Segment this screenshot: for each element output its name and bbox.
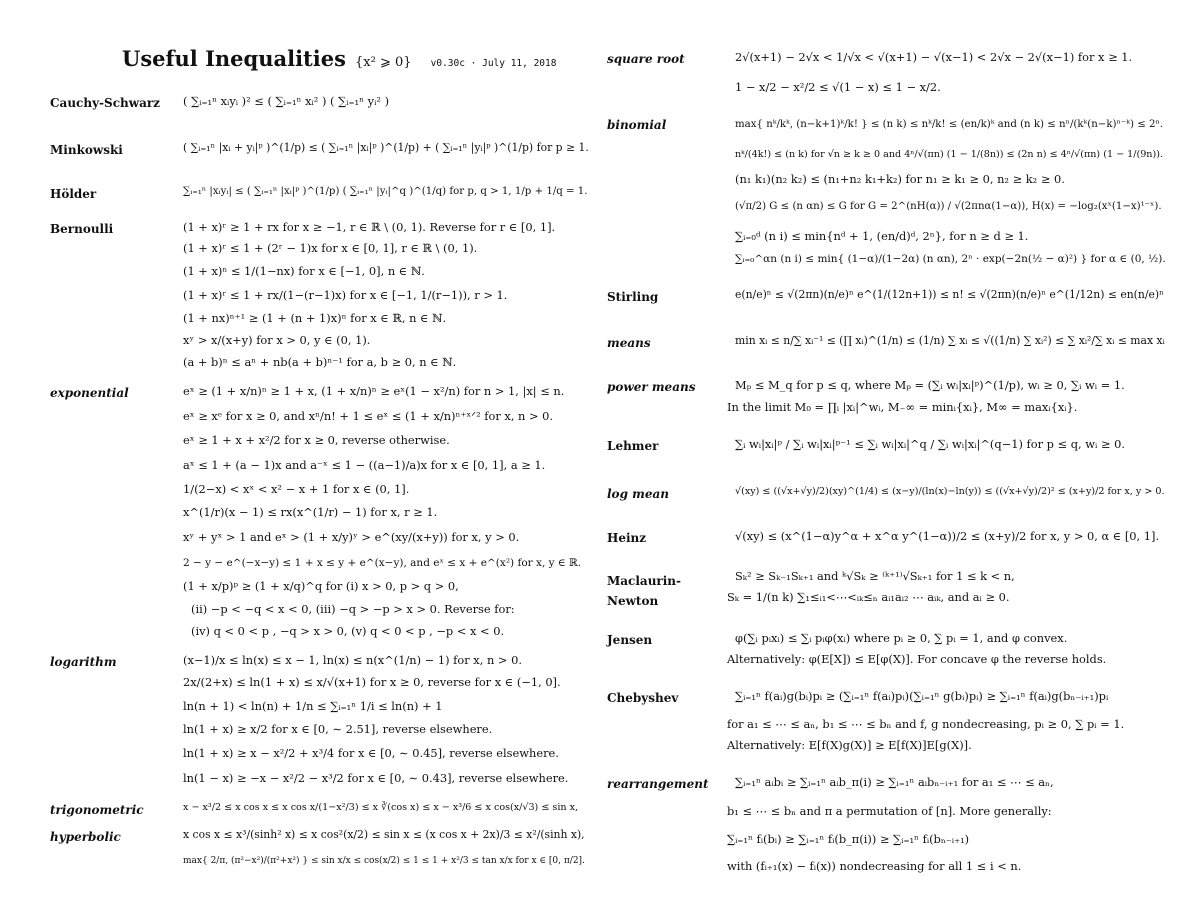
- formula-line: 1 − x/2 − x²/2 ≤ √(1 − x) ≤ 1 − x/2.: [735, 80, 941, 94]
- section-label: square root: [607, 52, 685, 66]
- section-label: Stirling: [607, 290, 659, 304]
- formula-line: Alternatively: φ(E[X]) ≤ E[φ(X)]. For concave φ the reverse holds.: [727, 652, 1107, 666]
- formula-line: ln(1 + x) ≥ x − x²/2 + x³/4 for x ∈ [0, ∼ 0.45], reverse elsewhere.: [183, 746, 559, 760]
- section-label: Cauchy-Schwarz: [50, 96, 160, 110]
- formula-line: xʸ > x/(x+y) for x > 0, y ∈ (0, 1).: [183, 333, 371, 347]
- formula-line: b₁ ≤ ⋯ ≤ bₙ and π a permutation of [n]. More generally:: [727, 804, 1052, 818]
- formula-line: (1 + x)ⁿ ≤ 1/(1−nx) for x ∈ [−1, 0], n ∈ ℕ.: [183, 264, 425, 278]
- section-label: hyperbolic: [50, 830, 121, 844]
- page-header: [122, 46, 556, 71]
- formula-line: 2x/(2+x) ≤ ln(1 + x) ≤ x/√(x+1) for x ≥ 0, reverse for x ∈ (−1, 0].: [183, 675, 561, 689]
- formula-line: ∑ᵢ₌₁ⁿ fᵢ(bᵢ) ≥ ∑ᵢ₌₁ⁿ fᵢ(b_π(i)) ≥ ∑ᵢ₌₁ⁿ fᵢ(bₙ₋ᵢ₊₁): [727, 832, 970, 846]
- formula-line: ln(n + 1) < ln(n) + 1/n ≤ ∑ᵢ₌₁ⁿ 1/i ≤ ln(n) + 1: [183, 699, 443, 713]
- formula-line: x cos x ≤ x³/(sinh² x) ≤ x cos²(x/2) ≤ sin x ≤ (x cos x + 2x)/3 ≤ x²/(sinh x),: [183, 828, 585, 841]
- formula-line: for a₁ ≤ ⋯ ≤ aₙ, b₁ ≤ ⋯ ≤ bₙ and f, g nondecreasing, pᵢ ≥ 0, ∑ pᵢ = 1.: [727, 717, 1125, 731]
- formula-line: x − x³/2 ≤ x cos x ≤ x cos x/(1−x²/3) ≤ x ∛(cos x) ≤ x − x³/6 ≤ x cos(x/√3) ≤ sin x,: [183, 802, 579, 813]
- formula-line: ln(1 − x) ≥ −x − x²/2 − x³/2 for x ∈ [0, ∼ 0.43], reverse elsewhere.: [183, 771, 569, 785]
- section-label: Heinz: [607, 531, 647, 545]
- formula-line: (√π/2) G ≤ (n αn) ≤ G for G = 2^(nH(α)) / √(2πnα(1−α)), H(x) = −log₂(xˣ(1−x)¹⁻ˣ).: [735, 201, 1162, 212]
- formula-line: ( ∑ᵢ₌₁ⁿ |xᵢ + yᵢ|ᵖ )^(1/p) ≤ ( ∑ᵢ₌₁ⁿ |xᵢ|ᵖ )^(1/p) + ( ∑ᵢ₌₁ⁿ |yᵢ|ᵖ )^(1/p) for p ≥ 1.: [183, 141, 589, 154]
- formula-line: max{ nᵏ/kᵏ, (n−k+1)ᵏ/k! } ≤ (n k) ≤ nᵏ/k! ≤ (en/k)ᵏ and (n k) ≤ nⁿ/(kᵏ(n−k)ⁿ⁻ᵏ) ≤ 2ⁿ.: [735, 119, 1164, 130]
- formula-line: (1 + x)ʳ ≥ 1 + rx for x ≥ −1, r ∈ ℝ \ (0, 1). Reverse for r ∈ [0, 1].: [183, 220, 556, 234]
- section-label: Hölder: [50, 187, 97, 201]
- formula-line: 2 − y − e^(−x−y) ≤ 1 + x ≤ y + e^(x−y), and eˣ ≤ x + e^(x²) for x, y ∈ ℝ.: [183, 557, 582, 569]
- section-label: Lehmer: [607, 439, 659, 453]
- formula-line: with (fᵢ₊₁(x) − fᵢ(x)) nondecreasing for all 1 ≤ i < n.: [727, 859, 1022, 873]
- section-label: Bernoulli: [50, 222, 114, 236]
- formula-line: Mₚ ≤ M_q for p ≤ q, where Mₚ = (∑ᵢ wᵢ|xᵢ|ᵖ)^(1/p), wᵢ ≥ 0, ∑ᵢ wᵢ = 1.: [735, 378, 1125, 392]
- formula-line: (1 + x)ʳ ≤ 1 + rx/(1−(r−1)x) for x ∈ [−1, 1/(r−1)), r > 1.: [183, 288, 508, 302]
- formula-line: ∑ᵢ wᵢ|xᵢ|ᵖ / ∑ᵢ wᵢ|xᵢ|ᵖ⁻¹ ≤ ∑ᵢ wᵢ|xᵢ|^q / ∑ᵢ wᵢ|xᵢ|^(q−1) for p ≤ q, wᵢ ≥ 0.: [735, 437, 1125, 451]
- formula-line: (iv) q < 0 < p , −q > x > 0, (v) q < 0 < p , −p < x < 0.: [191, 624, 505, 638]
- formula-line: eˣ ≥ xᵉ for x ≥ 0, and xⁿ/n! + 1 ≤ eˣ ≤ (1 + x/n)ⁿ⁺ˣᐟ² for x, n > 0.: [183, 409, 554, 423]
- formula-line: eˣ ≥ 1 + x + x²/2 for x ≥ 0, reverse otherwise.: [183, 433, 450, 447]
- page-title: Useful Inequalities: [122, 46, 346, 71]
- section-label: means: [607, 336, 651, 350]
- formula-line: e(n/e)ⁿ ≤ √(2πn)(n/e)ⁿ e^(1/(12n+1)) ≤ n! ≤ √(2πn)(n/e)ⁿ e^(1/12n) ≤ en(n/e)ⁿ: [735, 288, 1164, 301]
- formula-line: ( ∑ᵢ₌₁ⁿ xᵢyᵢ )² ≤ ( ∑ᵢ₌₁ⁿ xᵢ² ) ( ∑ᵢ₌₁ⁿ yᵢ² ): [183, 94, 390, 108]
- section-label: Minkowski: [50, 143, 123, 157]
- formula-line: (n₁ k₁)(n₂ k₂) ≤ (n₁+n₂ k₁+k₂) for n₁ ≥ k₁ ≥ 0, n₂ ≥ k₂ ≥ 0.: [735, 172, 1065, 186]
- formula-line: 1/(2−x) < xˣ < x² − x + 1 for x ∈ (0, 1].: [183, 482, 410, 496]
- formula-line: φ(∑ᵢ pᵢxᵢ) ≤ ∑ᵢ pᵢφ(xᵢ) where pᵢ ≥ 0, ∑ pᵢ = 1, and φ convex.: [735, 631, 1068, 645]
- title-math: {x² ⩾ 0}: [355, 55, 412, 70]
- section-label: Chebyshev: [607, 691, 679, 705]
- formula-line: 2√(x+1) − 2√x < 1/√x < √(x+1) − √(x−1) < 2√x − 2√(x−1) for x ≥ 1.: [735, 50, 1133, 64]
- formula-line: (1 + nx)ⁿ⁺¹ ≥ (1 + (n + 1)x)ⁿ for x ∈ ℝ, n ∈ ℕ.: [183, 311, 447, 325]
- formula-line: (1 + x)ʳ ≤ 1 + (2ʳ − 1)x for x ∈ [0, 1], r ∈ ℝ \ (0, 1).: [183, 241, 478, 255]
- formula-line: max{ 2/π, (π²−x²)/(π²+x²) } ≤ sin x/x ≤ cos(x/2) ≤ 1 ≤ 1 + x²/3 ≤ tan x/x for x ∈ [0, π/2].: [183, 856, 585, 866]
- section-label: logarithm: [50, 655, 117, 669]
- formula-line: x^(1/r)(x − 1) ≤ rx(x^(1/r) − 1) for x, r ≥ 1.: [183, 505, 438, 519]
- formula-line: Alternatively: E[f(X)g(X)] ≥ E[f(X)]E[g(X)].: [727, 738, 972, 752]
- formula-line: ∑ᵢ₌₁ⁿ aᵢbᵢ ≥ ∑ᵢ₌₁ⁿ aᵢb_π(i) ≥ ∑ᵢ₌₁ⁿ aᵢbₙ₋ᵢ₊₁ for a₁ ≤ ⋯ ≤ aₙ,: [735, 775, 1054, 789]
- section-label: power means: [607, 380, 696, 394]
- formula-line: (a + b)ⁿ ≤ aⁿ + nb(a + b)ⁿ⁻¹ for a, b ≥ 0, n ∈ ℕ.: [183, 355, 457, 369]
- formula-line: √(xy) ≤ (x^(1−α)y^α + x^α y^(1−α))/2 ≤ (x+y)/2 for x, y > 0, α ∈ [0, 1].: [735, 529, 1160, 543]
- section-label: Maclaurin- Newton: [607, 574, 682, 608]
- formula-line: (ii) −p < −q < x < 0, (iii) −q > −p > x > 0. Reverse for:: [191, 602, 515, 616]
- formula-line: ∑ᵢ₌₁ⁿ f(aᵢ)g(bᵢ)pᵢ ≥ (∑ᵢ₌₁ⁿ f(aᵢ)pᵢ)(∑ᵢ₌₁ⁿ g(bᵢ)pᵢ) ≥ ∑ᵢ₌₁ⁿ f(aᵢ)g(bₙ₋ᵢ₊₁)pᵢ: [735, 689, 1109, 703]
- formula-line: (1 + x/p)ᵖ ≥ (1 + x/q)^q for (i) x > 0, p > q > 0,: [183, 579, 459, 593]
- section-label: trigonometric: [50, 803, 144, 817]
- formula-line: ∑ᵢ₌₀ᵈ (n i) ≤ min{nᵈ + 1, (en/d)ᵈ, 2ⁿ}, for n ≥ d ≥ 1.: [735, 229, 1029, 243]
- formula-line: ∑ᵢ₌₁ⁿ |xᵢyᵢ| ≤ ( ∑ᵢ₌₁ⁿ |xᵢ|ᵖ )^(1/p) ( ∑ᵢ₌₁ⁿ |yᵢ|^q )^(1/q) for p, q > 1, 1/p + 1/q = 1.: [183, 186, 588, 197]
- formula-line: √(xy) ≤ ((√x+√y)/2)(xy)^(1/4) ≤ (x−y)/(ln(x)−ln(y)) ≤ ((√x+√y)/2)² ≤ (x+y)/2 for x, y > 0.: [735, 486, 1165, 497]
- section-label: exponential: [50, 386, 129, 400]
- section-label: log mean: [607, 487, 669, 501]
- formula-line: min xᵢ ≤ n/∑ xᵢ⁻¹ ≤ (∏ xᵢ)^(1/n) ≤ (1/n) ∑ xᵢ ≤ √((1/n) ∑ xᵢ²) ≤ ∑ xᵢ²/∑ xᵢ ≤ max xᵢ: [735, 334, 1165, 347]
- formula-line: Sₖ = 1/(n k) ∑₁≤ᵢ₁<⋯<ᵢₖ≤ₙ aᵢ₁aᵢ₂ ⋯ aᵢₖ, and aᵢ ≥ 0.: [727, 590, 1010, 604]
- formula-line: In the limit M₀ = ∏ᵢ |xᵢ|^wᵢ, M₋∞ = minᵢ{xᵢ}, M∞ = maxᵢ{xᵢ}.: [727, 400, 1078, 414]
- section-label: rearrangement: [607, 777, 709, 791]
- section-label: Jensen: [607, 633, 653, 647]
- formula-line: ∑ᵢ₌₀^αn (n i) ≤ min{ (1−α)/(1−2α) (n αn), 2ⁿ · exp(−2n(½ − α)²) } for α ∈ (0, ½).: [735, 253, 1166, 265]
- formula-line: Sₖ² ≥ Sₖ₋₁Sₖ₊₁ and ᵏ√Sₖ ≥ ⁽ᵏ⁺¹⁾√Sₖ₊₁ for 1 ≤ k < n,: [735, 569, 1015, 583]
- formula-line: xʸ + yˣ > 1 and eˣ > (1 + x/y)ʸ > e^(xy/(x+y)) for x, y > 0.: [183, 530, 520, 544]
- version-date: v0.30c · July 11, 2018: [430, 58, 557, 69]
- formula-line: aˣ ≤ 1 + (a − 1)x and a⁻ˣ ≤ 1 − ((a−1)/a)x for x ∈ [0, 1], a ≥ 1.: [183, 458, 546, 472]
- formula-line: ln(1 + x) ≥ x/2 for x ∈ [0, ∼ 2.51], reverse elsewhere.: [183, 722, 493, 736]
- section-label: binomial: [607, 118, 667, 132]
- formula-line: eˣ ≥ (1 + x/n)ⁿ ≥ 1 + x, (1 + x/n)ⁿ ≥ eˣ(1 − x²/n) for n > 1, |x| ≤ n.: [183, 384, 565, 398]
- formula-line: nᵏ/(4k!) ≤ (n k) for √n ≥ k ≥ 0 and 4ⁿ/√(πn) (1 − 1/(8n)) ≤ (2n n) ≤ 4ⁿ/√(πn) (1 − 1/(9n)).: [735, 149, 1163, 160]
- formula-line: (x−1)/x ≤ ln(x) ≤ x − 1, ln(x) ≤ n(x^(1/n) − 1) for x, n > 0.: [183, 653, 522, 667]
